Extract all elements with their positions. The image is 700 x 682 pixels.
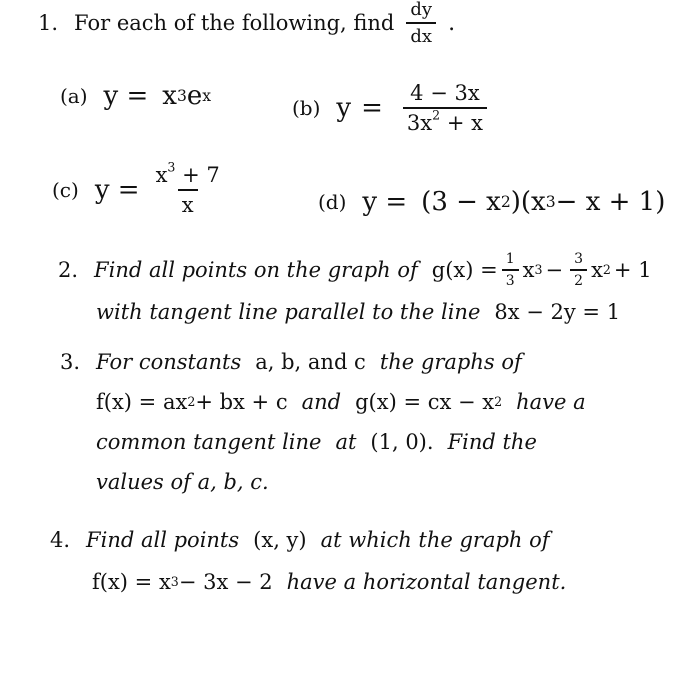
part-b-numerator: 4 − 3x [410,81,480,105]
problem-3-line-2: f(x) = ax 2 + bx + c and g(x) = cx − x 2 have a [96,390,586,414]
dy-dx-fraction [406,0,436,47]
part-d-lhs: y = [362,187,408,217]
part-c [52,158,228,222]
part-c-numerator: $x^3 + 7$ [155,159,220,187]
problem-1-prompt: For each of the following, find [74,11,395,35]
problem-4-line-1: 4. Find all points (x, y) at which the graph of [50,528,550,552]
part-b-lhs: y [336,93,352,123]
problem-2-line-2: with tangent line parallel to the line 8x − 2y = 1 [96,300,621,324]
problem-3-line-4: values of a, b, c. [96,470,269,494]
part-d: (d) y = (3 − x 2 )(x 3 − x + 1) [318,187,666,217]
problem-3-line-1: 3. For constants a, b, and c the graphs of [60,350,522,374]
part-c-denominator: x [178,189,198,217]
problem-4-line-2: f(x) = x 3 − 3x − 2 have a horizontal tangent. [92,570,567,594]
part-c-label: (c) [52,178,79,202]
part-d-label: (d) [318,190,347,214]
problem-3-number: 3. [60,350,81,374]
problem-1-number: 1. [38,11,59,35]
problem-1-period: . [448,10,456,36]
problem-3-line-3: common tangent line at (1, 0). Find the [96,430,537,454]
part-b-equals: = [361,93,383,123]
problem-2-line-1: 2. Find all points on the graph of g(x) = $\frac{1}{3}$ x 3 − $\frac{3}{2}$ x 2 + 1 [58,251,652,289]
part-a-lhs: y = [103,81,149,111]
problem-4-number: 4. [50,528,71,552]
part-c-fraction [152,159,224,217]
part-b-label: (b) [292,96,321,120]
part-a-e: e [186,81,203,111]
part-b-fraction [403,81,487,135]
part-a-label: (a) [60,84,88,108]
part-a: (a) y = x 3 e x [60,81,212,111]
part-a-x: x [162,81,177,111]
part-b-denominator: $3x^2 + x$ [403,107,487,135]
dy-text: dy [410,0,433,20]
dx-text: dx [406,22,436,47]
problem-2-number: 2. [58,258,79,282]
problem-1-header [38,0,455,46]
part-c-lhs: y = [94,175,140,205]
part-b [292,76,491,140]
